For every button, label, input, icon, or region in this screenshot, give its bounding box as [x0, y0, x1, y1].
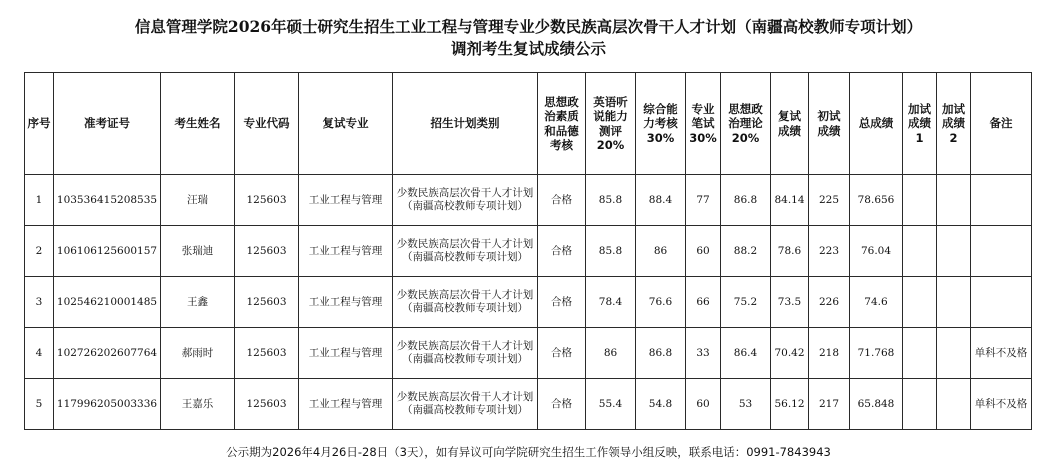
written-cell: 60	[686, 226, 721, 277]
comprehensive-cell: 54.8	[636, 379, 686, 430]
comprehensive-cell: 86	[636, 226, 686, 277]
exam-id-cell: 103536415208535	[54, 175, 161, 226]
score-table	[24, 72, 1032, 430]
exam-id-cell: 102726202607764	[54, 328, 161, 379]
retest-score-cell: 73.5	[771, 277, 809, 328]
seq-cell: 3	[25, 277, 54, 328]
extra2-cell	[937, 379, 971, 430]
initial-score-cell: 225	[809, 175, 850, 226]
retest-score-cell: 78.6	[771, 226, 809, 277]
exam-id-cell: 106106125600157	[54, 226, 161, 277]
header-cell: 加试 成绩 1	[903, 73, 937, 175]
political-cell: 合格	[538, 328, 586, 379]
name-cell: 张瑞迪	[161, 226, 235, 277]
exam-id-cell: 102546210001485	[54, 277, 161, 328]
english-cell: 85.8	[586, 175, 636, 226]
major-cell: 工业工程与管理	[299, 175, 393, 226]
initial-score-cell: 217	[809, 379, 850, 430]
header-cell: 思想政 治素质 和品德 考核	[538, 73, 586, 175]
table-row	[25, 277, 1032, 328]
plan-cell	[393, 328, 538, 379]
major-code-cell: 125603	[235, 277, 299, 328]
name-cell: 王嘉乐	[161, 379, 235, 430]
political-cell: 合格	[538, 175, 586, 226]
theory-cell: 86.8	[721, 175, 771, 226]
plan-cell	[393, 226, 538, 277]
document-subtitle: 调剂考生复试成绩公示	[450, 39, 606, 58]
written-cell: 60	[686, 379, 721, 430]
table-row	[25, 379, 1032, 430]
initial-score-cell: 218	[809, 328, 850, 379]
remark-cell	[971, 226, 1032, 277]
plan-line: 少数民族高层次骨干人才计划	[396, 391, 534, 403]
extra1-cell	[903, 175, 937, 226]
remark-cell	[971, 277, 1032, 328]
header-cell: 专业 笔试 30%	[686, 73, 721, 175]
theory-cell: 53	[721, 379, 771, 430]
table-row	[25, 226, 1032, 277]
extra2-cell	[937, 277, 971, 328]
political-cell: 合格	[538, 226, 586, 277]
total-score-cell: 74.6	[850, 277, 903, 328]
major-code-cell: 125603	[235, 226, 299, 277]
header-cell: 复试 成绩	[771, 73, 809, 175]
header-cell: 招生计划类别	[393, 73, 538, 175]
name-cell: 汪瑞	[161, 175, 235, 226]
plan-line: 少数民族高层次骨干人才计划	[396, 340, 534, 352]
major-cell: 工业工程与管理	[299, 328, 393, 379]
theory-cell: 86.4	[721, 328, 771, 379]
plan-cell	[393, 277, 538, 328]
header-cell: 综合能 力考核 30%	[636, 73, 686, 175]
written-cell: 33	[686, 328, 721, 379]
header-cell: 加试 成绩 2	[937, 73, 971, 175]
written-cell: 66	[686, 277, 721, 328]
header-cell: 总成绩	[850, 73, 903, 175]
major-code-cell: 125603	[235, 379, 299, 430]
footer-notice: 公示期为2026年4月26日-28日（3天），如有异议可向学院研究生招生工作领导小组反映，联系电话：0991-7843943	[226, 445, 831, 459]
table-row	[25, 175, 1032, 226]
header-cell: 备注	[971, 73, 1032, 175]
seq-cell: 1	[25, 175, 54, 226]
english-cell: 86	[586, 328, 636, 379]
table-header-row	[25, 73, 1032, 175]
header-cell: 复试专业	[299, 73, 393, 175]
extra2-cell	[937, 226, 971, 277]
header-cell: 序号	[25, 73, 54, 175]
comprehensive-cell: 76.6	[636, 277, 686, 328]
table-row	[25, 328, 1032, 379]
political-cell: 合格	[538, 277, 586, 328]
name-cell: 王鑫	[161, 277, 235, 328]
document-title: 信息管理学院2026年硕士研究生招生工业工程与管理专业少数民族高层次骨干人才计划（南疆高校教师专项计划）	[134, 17, 923, 36]
initial-score-cell: 223	[809, 226, 850, 277]
header-cell: 考生姓名	[161, 73, 235, 175]
header-cell: 准考证号	[54, 73, 161, 175]
header-cell: 英语听 说能力 测评 20%	[586, 73, 636, 175]
header-cell: 思想政 治理论 20%	[721, 73, 771, 175]
remark-cell: 单科不及格	[971, 379, 1032, 430]
remark-cell: 单科不及格	[971, 328, 1032, 379]
english-cell: 78.4	[586, 277, 636, 328]
plan-cell	[393, 379, 538, 430]
political-cell: 合格	[538, 379, 586, 430]
major-cell: 工业工程与管理	[299, 277, 393, 328]
seq-cell: 2	[25, 226, 54, 277]
major-code-cell: 125603	[235, 175, 299, 226]
total-score-cell: 78.656	[850, 175, 903, 226]
plan-cell	[393, 175, 538, 226]
retest-score-cell: 70.42	[771, 328, 809, 379]
plan-line: （南疆高校教师专项计划）	[402, 200, 528, 212]
english-cell: 85.8	[586, 226, 636, 277]
extra1-cell	[903, 277, 937, 328]
plan-line: 少数民族高层次骨干人才计划	[396, 187, 534, 199]
plan-line: 少数民族高层次骨干人才计划	[396, 238, 534, 250]
comprehensive-cell: 88.4	[636, 175, 686, 226]
total-score-cell: 71.768	[850, 328, 903, 379]
written-cell: 77	[686, 175, 721, 226]
plan-line: （南疆高校教师专项计划）	[402, 353, 528, 365]
exam-id-cell: 117996205003336	[54, 379, 161, 430]
seq-cell: 5	[25, 379, 54, 430]
total-score-cell: 65.848	[850, 379, 903, 430]
name-cell: 郝雨时	[161, 328, 235, 379]
theory-cell: 75.2	[721, 277, 771, 328]
major-code-cell: 125603	[235, 328, 299, 379]
theory-cell: 88.2	[721, 226, 771, 277]
major-cell: 工业工程与管理	[299, 226, 393, 277]
extra2-cell	[937, 328, 971, 379]
remark-cell	[971, 175, 1032, 226]
plan-line: （南疆高校教师专项计划）	[402, 251, 528, 263]
plan-line: 少数民族高层次骨干人才计划	[396, 289, 534, 301]
comprehensive-cell: 86.8	[636, 328, 686, 379]
plan-line: （南疆高校教师专项计划）	[402, 404, 528, 416]
total-score-cell: 76.04	[850, 226, 903, 277]
extra1-cell	[903, 226, 937, 277]
english-cell: 55.4	[586, 379, 636, 430]
extra2-cell	[937, 175, 971, 226]
header-cell: 专业代码	[235, 73, 299, 175]
seq-cell: 4	[25, 328, 54, 379]
retest-score-cell: 56.12	[771, 379, 809, 430]
extra1-cell	[903, 328, 937, 379]
extra1-cell	[903, 379, 937, 430]
header-cell: 初试 成绩	[809, 73, 850, 175]
major-cell: 工业工程与管理	[299, 379, 393, 430]
plan-line: （南疆高校教师专项计划）	[402, 302, 528, 314]
retest-score-cell: 84.14	[771, 175, 809, 226]
initial-score-cell: 226	[809, 277, 850, 328]
